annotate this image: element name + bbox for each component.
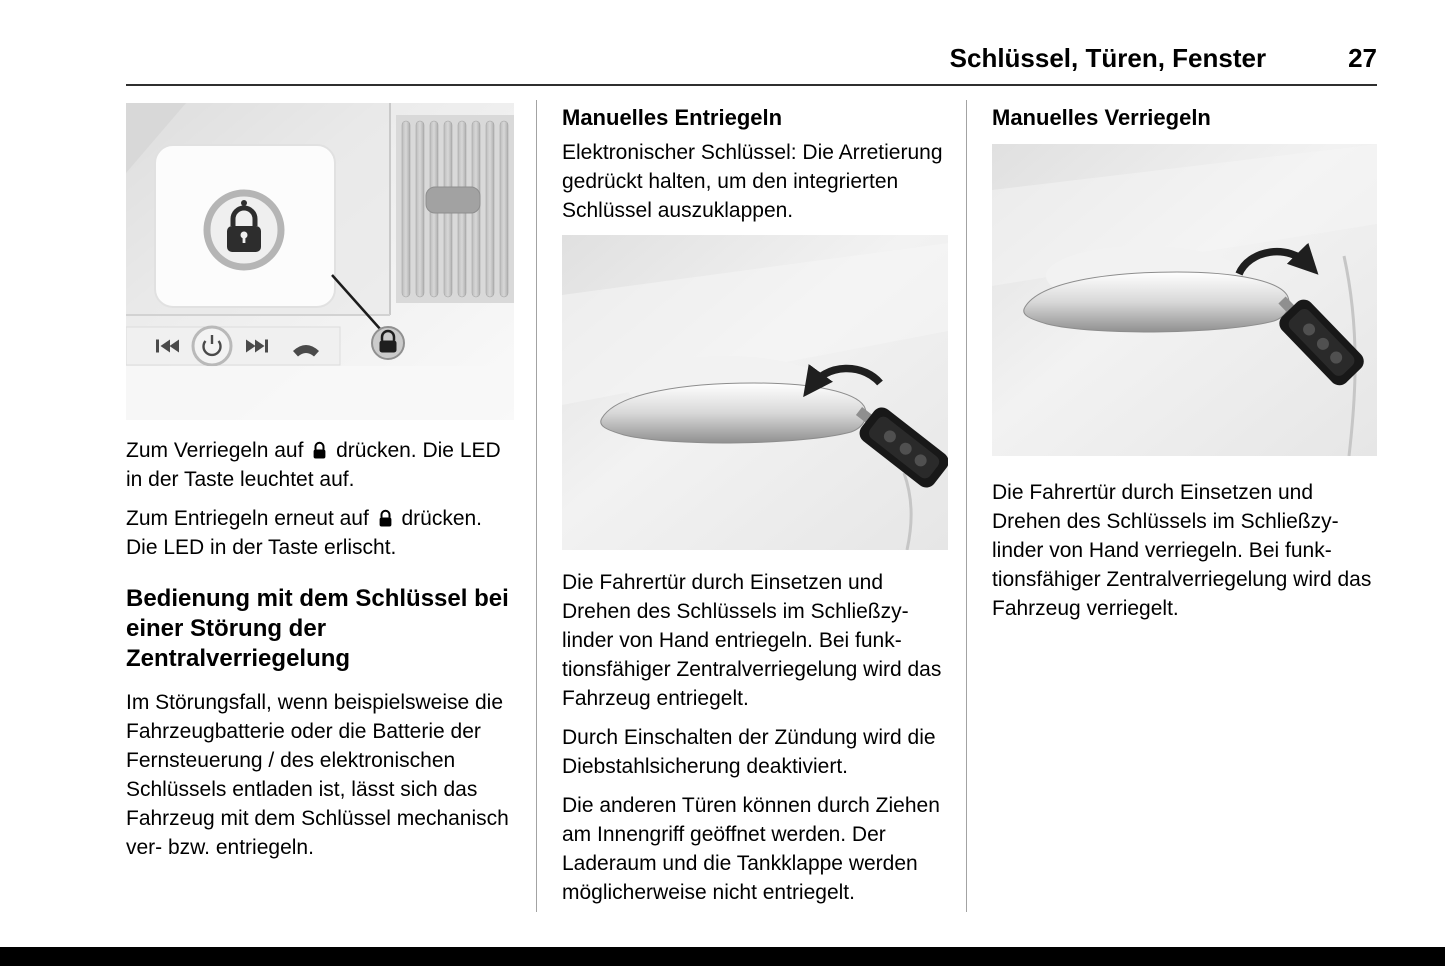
page-title: Schlüssel, Türen, Fenster (949, 43, 1267, 73)
air-vent (396, 115, 514, 303)
lock-symbol-icon (311, 441, 328, 460)
dashboard-lock-button-photo (126, 103, 514, 420)
column-left (126, 103, 514, 872)
header-rule (126, 84, 1377, 86)
power-knob (193, 327, 231, 365)
text-segment: drücken. Die LED in der Taste erlischt. (126, 507, 483, 559)
text-segment: drücken. Die LED in der Taste leuchtet auf. (126, 439, 501, 491)
lock-symbol-icon (377, 509, 394, 528)
central-locking-button (372, 327, 404, 359)
text-segment: Zum Verriegeln auf (126, 439, 310, 462)
lock-button-callout (155, 145, 335, 307)
column-right (992, 103, 1378, 633)
page-header (126, 42, 1377, 74)
paragraph-fahrertuer-entriegeln: Die Fahrertür durch Einsetzen und Drehen des Schlüssels im Schließzylinder von Hand entriegeln. Bei funktionsfähiger Zentralverriegelung wird das Fahrzeug entriegelt. (562, 571, 942, 710)
paragraph-andere-tueren: Die anderen Türen können durch Ziehen am Innengriff geöffnet werden. Der Laderaum und die Tankklappe werden möglicherweise nicht entriegelt. (562, 794, 940, 904)
paragraph-verriegeln (126, 436, 514, 494)
paragraph-zuendung: Durch Einschalten der Zündung wird die Diebstahlsicherung deaktiviert. (562, 726, 936, 778)
column-divider-1 (536, 100, 537, 912)
paragraph-entriegeln (126, 504, 514, 562)
door-handle-unlock-photo (562, 235, 948, 550)
text-segment: Zum Entriegeln erneut auf (126, 507, 375, 530)
column-middle (562, 103, 948, 917)
page-number: 27 (1348, 43, 1377, 73)
led-dot (241, 200, 247, 206)
door-handle-lock-photo (992, 144, 1377, 456)
paragraph-arretierung: Elektronischer Schlüssel: Die Arretierung gedrückt halten, um den integrierten Schlüssel auszuklappen. (562, 141, 943, 222)
heading-manuelles-verriegeln: Manuelles Verriegeln (992, 105, 1211, 130)
photo-fade (126, 366, 514, 420)
footer-bar (0, 947, 1445, 966)
paragraph-stoerungsfall: Im Störungsfall, wenn beispielsweise die Fahrzeugbatterie oder die Batterie der Fernsteuerung / des elektronischen Schlüssels entladen ist, lässt sich das Fahrzeug mit dem Schlüssel mechanisch ver- bzw. entriegeln. (126, 691, 509, 859)
vent-adjuster-tab (426, 187, 480, 213)
media-control-bar (126, 327, 340, 365)
heading-manuelles-entriegeln: Manuelles Entriegeln (562, 105, 783, 130)
column-divider-2 (966, 100, 967, 912)
section-heading-stoerung: Bedienung mit dem Schlüssel bei einer Störung der Zentralverriegelung (126, 585, 509, 672)
paragraph-fahrertuer-verriegeln: Die Fahrertür durch Einsetzen und Drehen des Schlüssels im Schließzylinder von Hand verriegeln. Bei funktionsfähiger Zentralverriegelung wird das Fahrzeug verriegelt. (992, 481, 1372, 620)
